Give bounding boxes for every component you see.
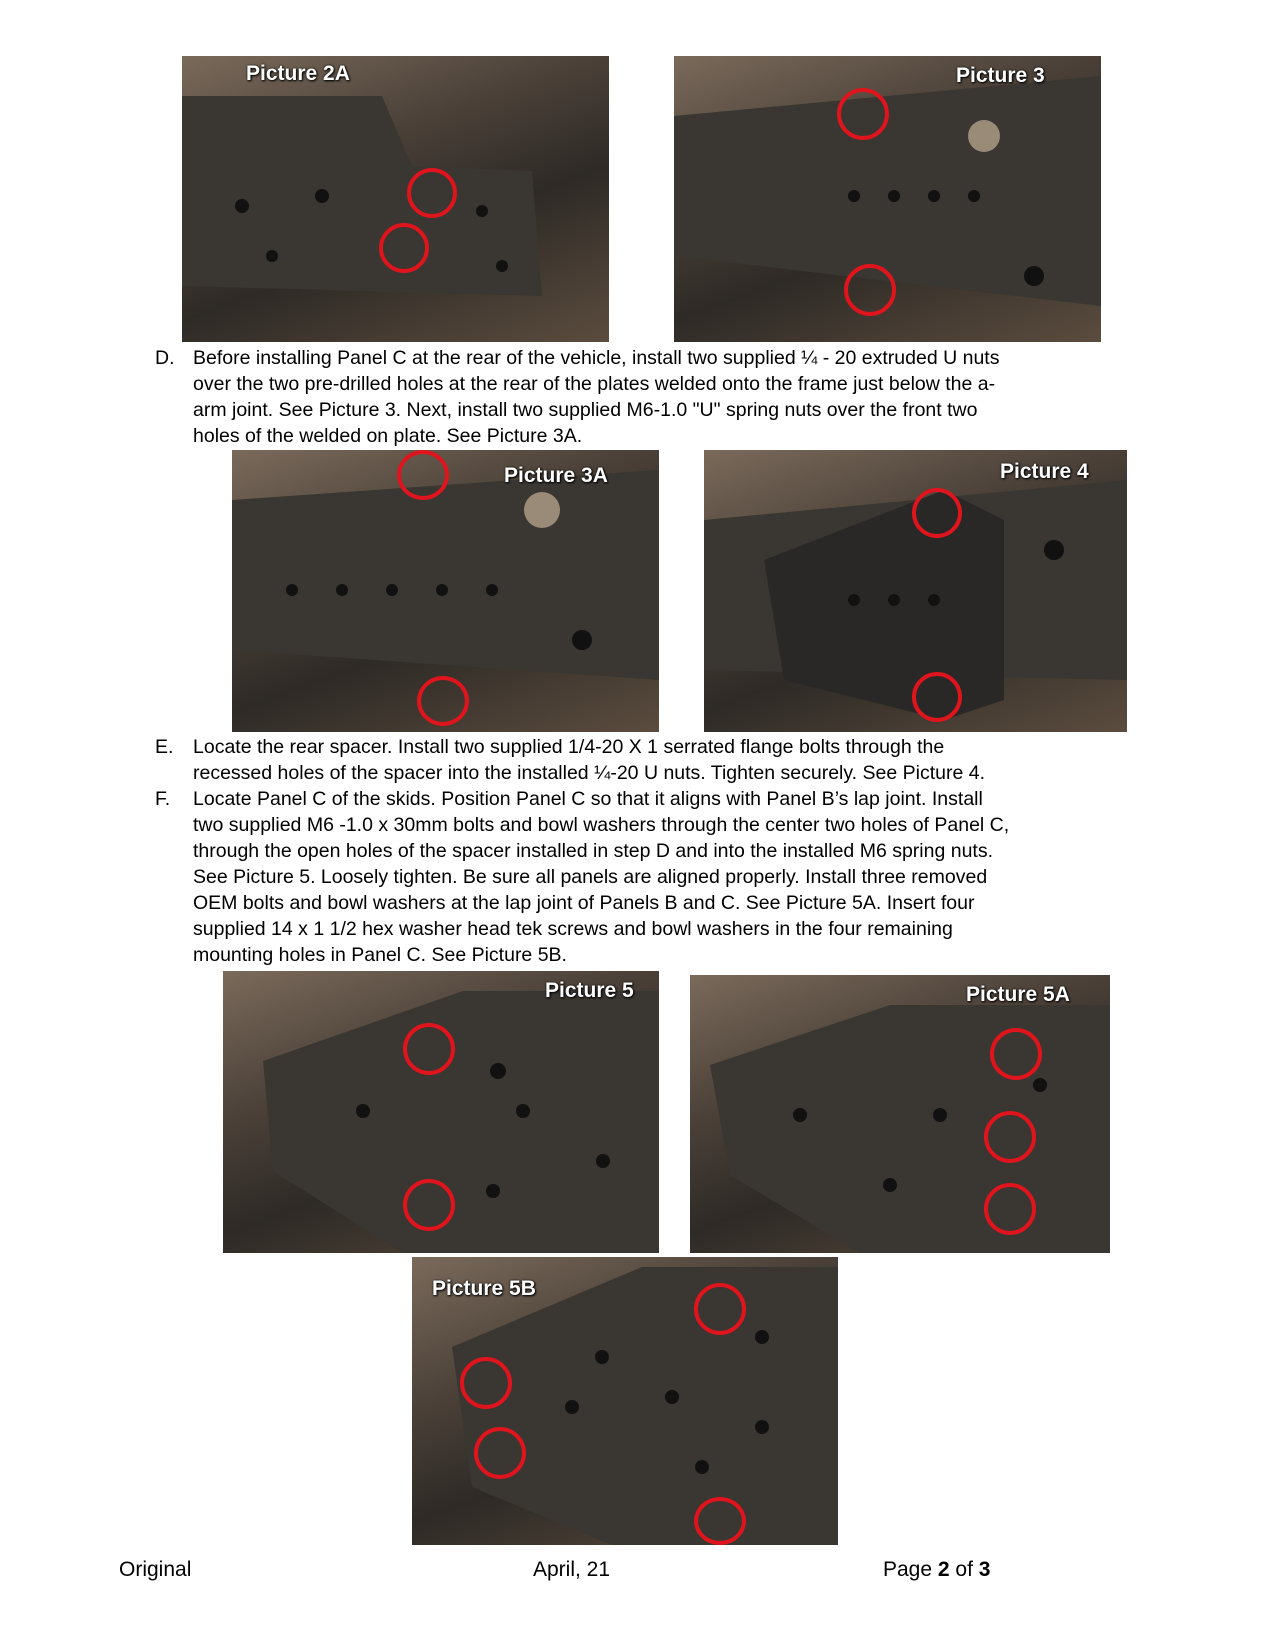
page-current: 2 [937, 1558, 950, 1581]
highlight-circle [694, 1497, 746, 1545]
step-text-line: OEM bolts and bowl washers at the lap joint of Panels B and C. See Picture 5A. Insert four [193, 892, 975, 914]
step-letter: D. [155, 347, 175, 369]
highlight-circle [403, 1023, 455, 1075]
highlight-circle [403, 1179, 455, 1231]
highlight-circle [417, 676, 469, 726]
highlight-circle [379, 223, 429, 273]
step-text-line: over the two pre-drilled holes at the rear of the plates welded onto the frame just below the a- [193, 373, 996, 395]
page-prefix: Page [883, 1558, 938, 1581]
highlight-circle [837, 88, 889, 140]
step-text-line: arm joint. See Picture 3. Next, install two supplied M6-1.0 "U" spring nuts over the front two [193, 399, 978, 421]
photo-picture-3a [232, 450, 659, 732]
highlight-circle [912, 488, 962, 538]
page-mid: of [949, 1558, 979, 1581]
step-d [155, 345, 1155, 449]
photo-picture-4 [704, 450, 1127, 732]
highlight-circle [984, 1183, 1036, 1235]
step-text-line: two supplied M6 -1.0 x 30mm bolts and bowl washers through the center two holes of Panel C, [193, 814, 1010, 836]
step-letter: F. [155, 788, 171, 810]
highlight-circle [407, 168, 457, 218]
photo-picture-5a [690, 975, 1110, 1253]
step-text-line: holes of the welded on plate. See Picture 3A. [193, 425, 583, 447]
picture-label: Picture 3A [504, 464, 608, 487]
step-text-line: Locate Panel C of the skids. Position Panel C so that it aligns with Panel B’s lap joint. Install [193, 788, 983, 810]
highlight-circle [912, 672, 962, 722]
footer-date: April, 21 [533, 1558, 611, 1581]
step-text-line: Locate the rear spacer. Install two supplied 1/4-20 X 1 serrated flange bolts through the [193, 736, 945, 758]
footer-left: Original [119, 1558, 192, 1581]
step-text-line: recessed holes of the spacer into the installed ¼-20 U nuts. Tighten securely. See Picture 4. [193, 762, 985, 784]
highlight-circle [990, 1028, 1042, 1080]
picture-label: Picture 3 [956, 64, 1045, 87]
photo-picture-3 [674, 56, 1101, 342]
picture-label: Picture 5A [966, 983, 1070, 1006]
step-text-line: Before installing Panel C at the rear of the vehicle, install two supplied ¼ - 20 extruded U nuts [193, 347, 1000, 369]
picture-label: Picture 2A [246, 62, 350, 85]
skid-plate-graphic [182, 56, 609, 342]
step-letter: E. [155, 736, 174, 758]
highlight-circle [984, 1111, 1036, 1163]
highlight-circle [397, 450, 449, 500]
picture-label: Picture 5 [545, 979, 634, 1002]
highlight-circle [460, 1357, 512, 1409]
step-text-line: supplied 14 x 1 1/2 hex washer head tek screws and bowl washers in the four remaining [193, 918, 953, 940]
photo-picture-5 [223, 971, 659, 1253]
step-text-line: See Picture 5. Loosely tighten. Be sure all panels are aligned properly. Install three removed [193, 866, 988, 888]
step-f [155, 786, 1155, 968]
picture-label: Picture 4 [1000, 460, 1089, 483]
photo-picture-2a [182, 56, 609, 342]
footer-page-number [883, 1558, 990, 1582]
highlight-circle [474, 1427, 526, 1479]
step-text-line: mounting holes in Panel C. See Picture 5B. [193, 944, 567, 966]
photo-picture-5b [412, 1257, 838, 1545]
picture-label: Picture 5B [432, 1277, 536, 1300]
highlight-circle [844, 264, 896, 316]
skid-plate-graphic [690, 975, 1110, 1253]
highlight-circle [694, 1283, 746, 1335]
page-total: 3 [978, 1558, 991, 1581]
step-e [155, 734, 1155, 786]
step-text-line: through the open holes of the spacer installed in step D and into the installed M6 spring nuts. [193, 840, 994, 862]
